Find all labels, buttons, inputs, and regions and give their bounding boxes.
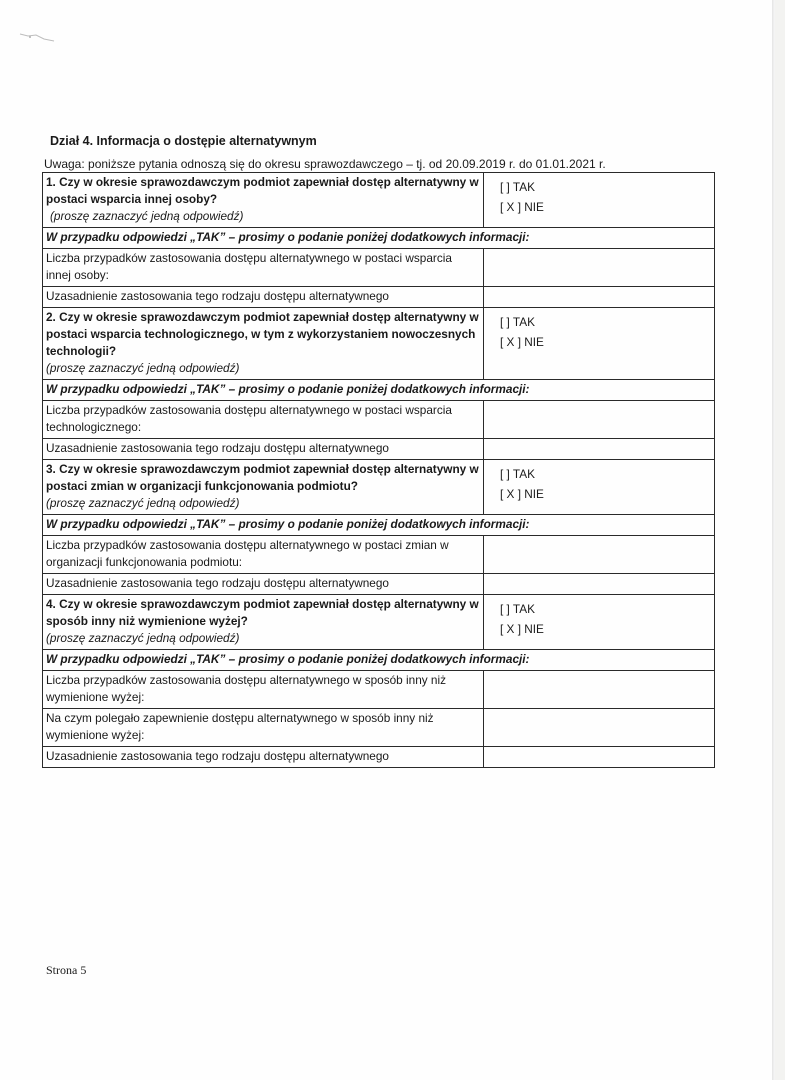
detail-answer-field[interactable] (484, 709, 715, 747)
followup-row (43, 650, 715, 671)
option-nie[interactable]: [ X ] NIE (500, 622, 544, 636)
detail-answer-field[interactable] (484, 536, 715, 574)
detail-label: Liczba przypadków zastosowania dostępu alternatywnego w postaci wsparcia technologicznego: (43, 401, 484, 439)
followup-text: W przypadku odpowiedzi „TAK” – prosimy o podanie poniżej dodatkowych informacji: (43, 515, 715, 536)
question-row (43, 173, 715, 228)
answer-hint: (proszę zaznaczyć jedną odpowiedź) (46, 496, 240, 510)
detail-label: Liczba przypadków zastosowania dostępu alternatywnego w sposób inny niż wymienione wyżej: (43, 671, 484, 709)
question-cell (43, 308, 484, 380)
detail-answer-field[interactable] (484, 401, 715, 439)
question-row (43, 460, 715, 515)
detail-row (43, 287, 715, 308)
detail-answer-field[interactable] (484, 249, 715, 287)
detail-answer-field[interactable] (484, 747, 715, 768)
detail-row (43, 249, 715, 287)
option-tak[interactable]: [ ] TAK (500, 315, 535, 329)
detail-row (43, 709, 715, 747)
answer-hint: (proszę zaznaczyć jedną odpowiedź) (50, 209, 244, 223)
detail-label: Liczba przypadków zastosowania dostępu alternatywnego w postaci zmian w organizacji funkcjonowania podmiotu: (43, 536, 484, 574)
detail-label: Uzasadnienie zastosowania tego rodzaju dostępu alternatywnego (43, 747, 484, 768)
question-text: 4. Czy w okresie sprawozdawczym podmiot zapewniał dostęp alternatywny w sposób inny niż wymienione wyżej? (46, 597, 479, 628)
detail-row (43, 401, 715, 439)
detail-answer-field[interactable] (484, 671, 715, 709)
question-text: 1. Czy w okresie sprawozdawczym podmiot zapewniał dostęp alternatywny w postaci wsparcia innej osoby? (46, 175, 479, 206)
detail-row (43, 574, 715, 595)
followup-text: W przypadku odpowiedzi „TAK” – prosimy o podanie poniżej dodatkowych informacji: (43, 380, 715, 401)
answer-hint: (proszę zaznaczyć jedną odpowiedź) (46, 361, 240, 375)
answer-options (484, 173, 715, 228)
followup-row (43, 228, 715, 249)
detail-label: Liczba przypadków zastosowania dostępu alternatywnego w postaci wsparcia innej osoby: (43, 249, 484, 287)
followup-row (43, 515, 715, 536)
option-tak[interactable]: [ ] TAK (500, 602, 535, 616)
detail-answer-field[interactable] (484, 439, 715, 460)
detail-row (43, 747, 715, 768)
answer-options (484, 595, 715, 650)
question-row (43, 308, 715, 380)
option-tak[interactable]: [ ] TAK (500, 467, 535, 481)
detail-label: Na czym polegało zapewnienie dostępu alternatywnego w sposób inny niż wymienione wyżej: (43, 709, 484, 747)
page-number: Strona 5 (46, 963, 87, 977)
section-title: Dział 4. Informacja o dostępie alternatywnym (50, 134, 317, 148)
question-text: 3. Czy w okresie sprawozdawczym podmiot zapewniał dostęp alternatywny w postaci zmian w organizacji funkcjonowania podmiotu? (46, 462, 479, 493)
answer-hint: (proszę zaznaczyć jedną odpowiedź) (46, 631, 240, 645)
option-nie[interactable]: [ X ] NIE (500, 335, 544, 349)
detail-row (43, 671, 715, 709)
question-cell (43, 595, 484, 650)
reporting-period-note: Uwaga: poniższe pytania odnoszą się do okresu sprawozdawczego – tj. od 20.09.2019 r. do 01.01.2021 r. (44, 157, 606, 171)
alternative-access-form (42, 172, 715, 768)
question-text: 2. Czy w okresie sprawozdawczym podmiot zapewniał dostęp alternatywny w postaci wsparcia technologicznego, w tym z wykorzystaniem nowoczesnych technologii? (46, 310, 479, 358)
followup-text: W przypadku odpowiedzi „TAK” – prosimy o podanie poniżej dodatkowych informacji: (43, 228, 715, 249)
question-row (43, 595, 715, 650)
detail-row (43, 439, 715, 460)
answer-options (484, 460, 715, 515)
option-tak[interactable]: [ ] TAK (500, 180, 535, 194)
scan-edge (772, 0, 775, 1080)
followup-text: W przypadku odpowiedzi „TAK” – prosimy o podanie poniżej dodatkowych informacji: (43, 650, 715, 671)
option-nie[interactable]: [ X ] NIE (500, 200, 544, 214)
detail-label: Uzasadnienie zastosowania tego rodzaju dostępu alternatywnego (43, 439, 484, 460)
answer-options (484, 308, 715, 380)
detail-row (43, 536, 715, 574)
detail-answer-field[interactable] (484, 574, 715, 595)
question-cell (43, 460, 484, 515)
option-nie[interactable]: [ X ] NIE (500, 487, 544, 501)
detail-answer-field[interactable] (484, 287, 715, 308)
followup-row (43, 380, 715, 401)
scan-speck (18, 30, 58, 44)
detail-label: Uzasadnienie zastosowania tego rodzaju dostępu alternatywnego (43, 287, 484, 308)
question-cell (43, 173, 484, 228)
detail-label: Uzasadnienie zastosowania tego rodzaju dostępu alternatywnego (43, 574, 484, 595)
